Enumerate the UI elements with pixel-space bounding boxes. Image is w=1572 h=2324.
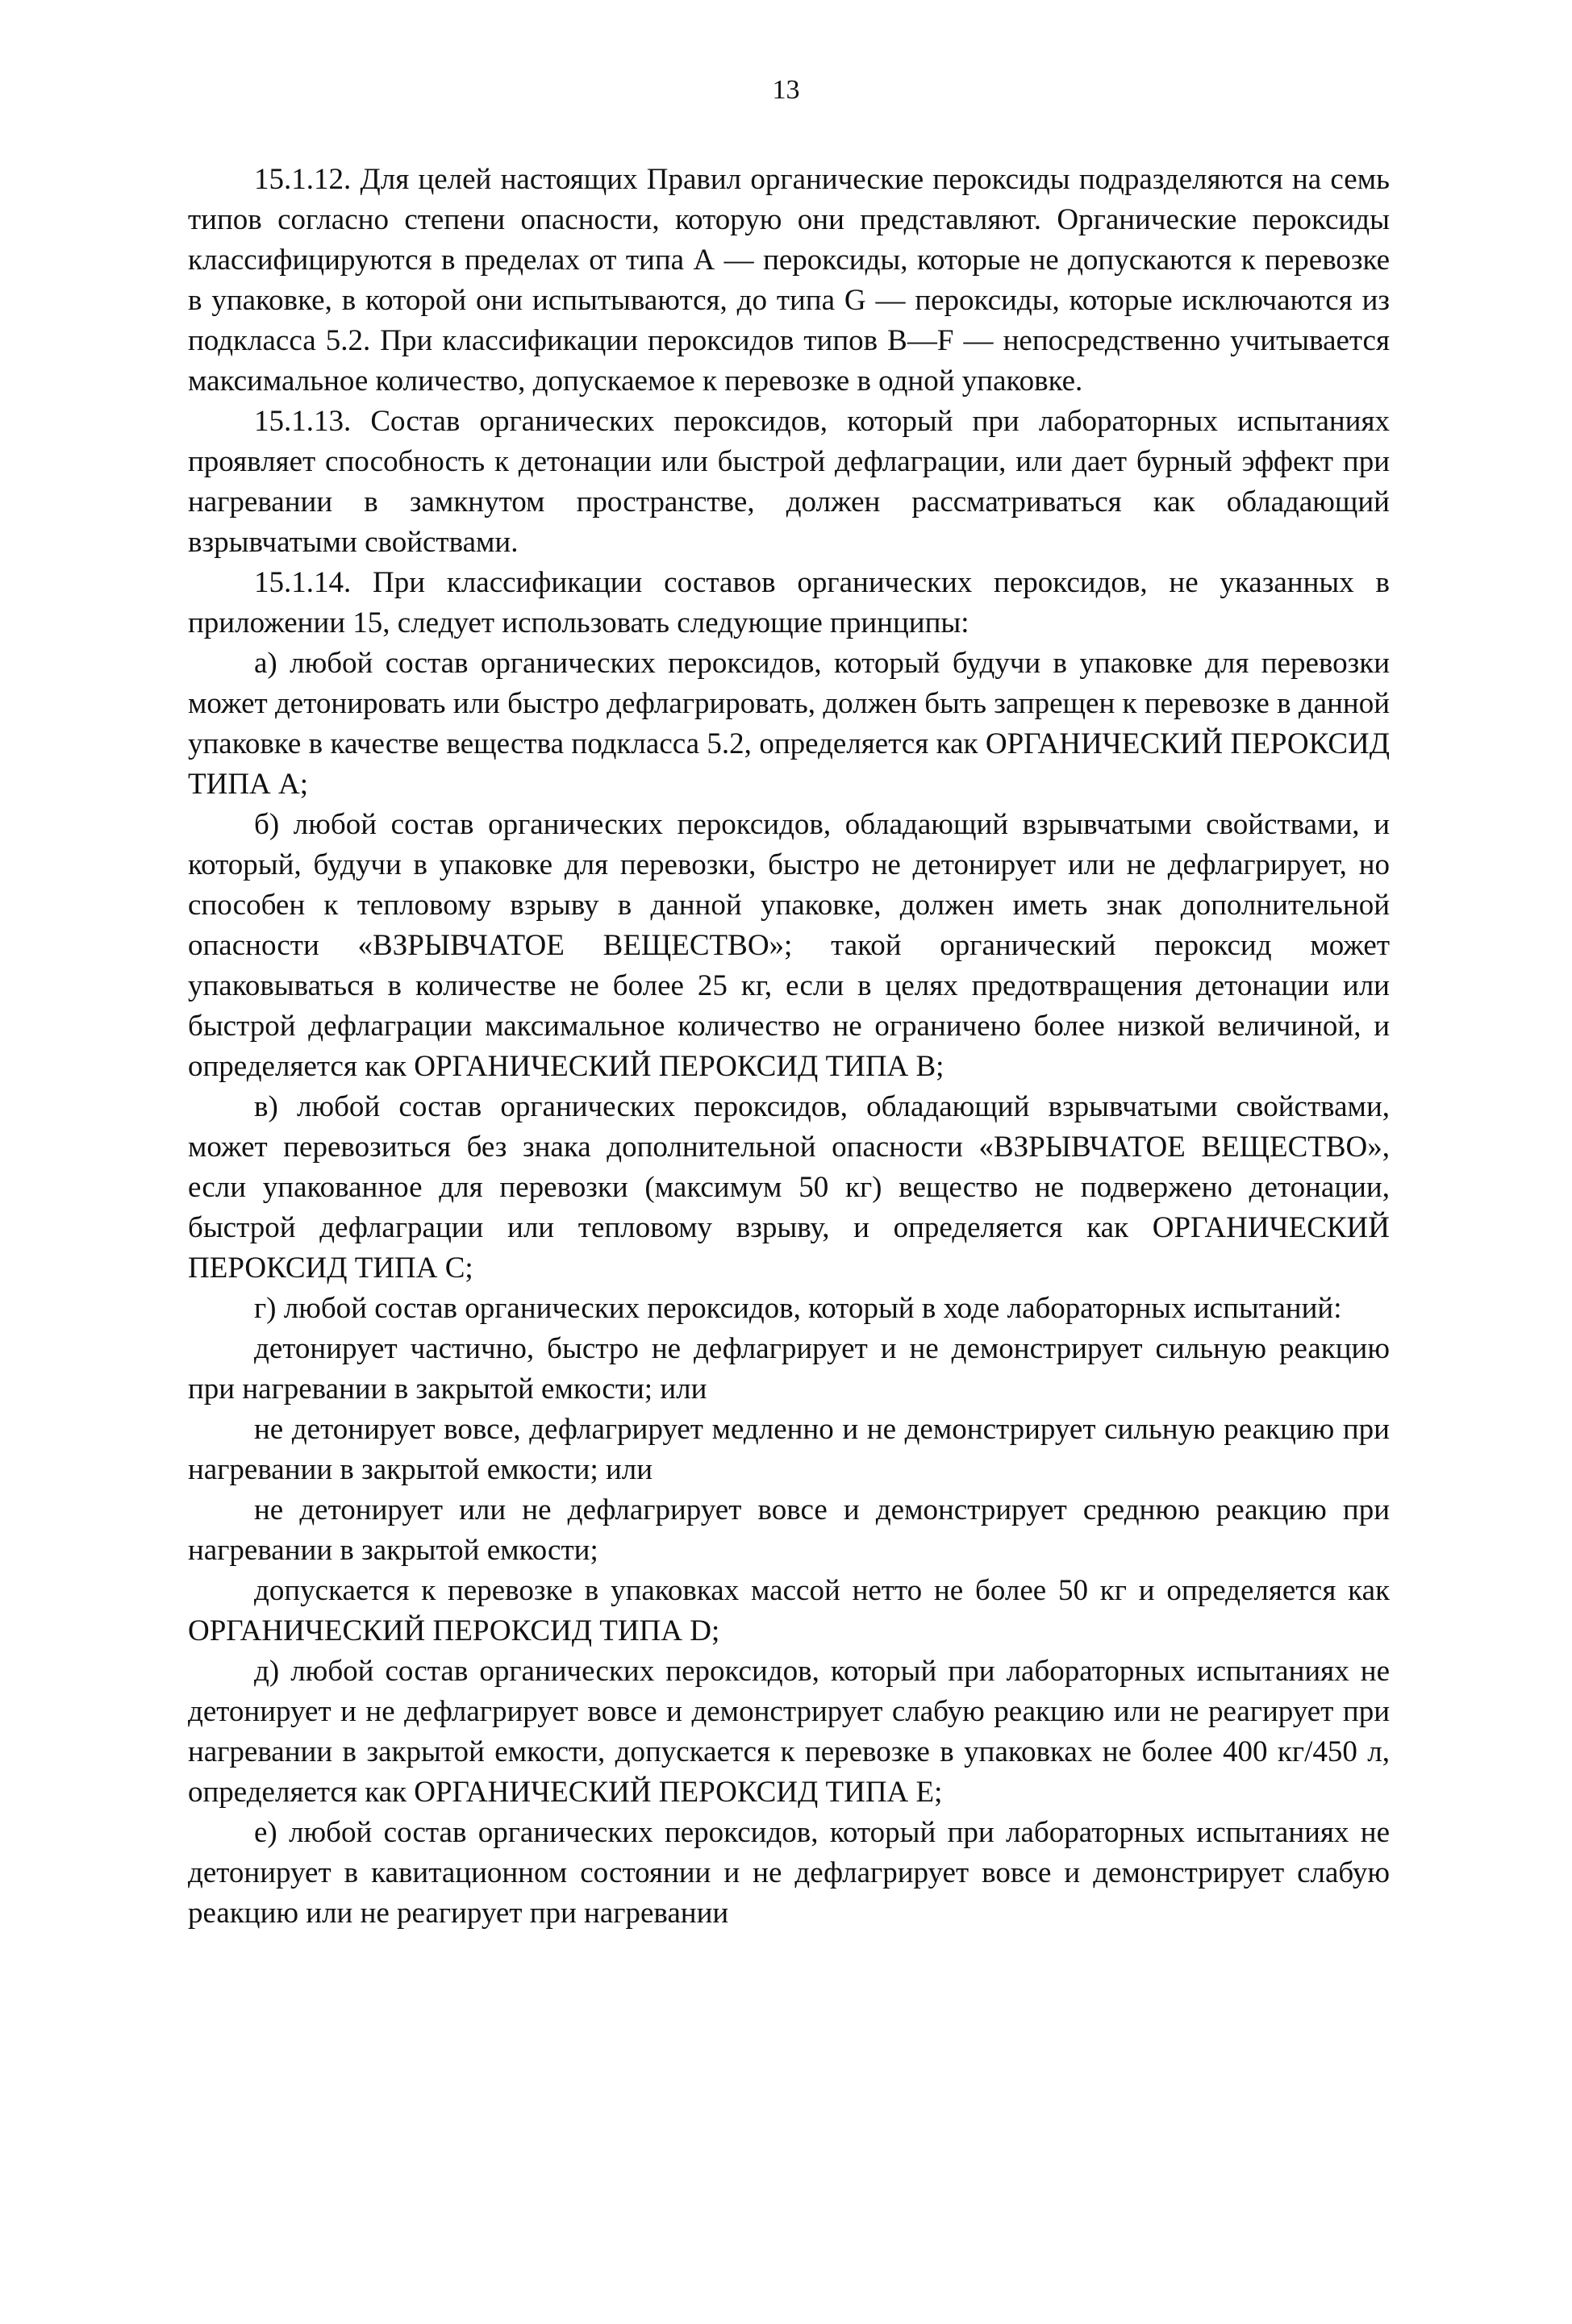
list-item-v: в) любой состав органических пероксидов, обладающий взрывчатыми свойствами, может перевозиться без знака дополнительной опасности «ВЗРЫВЧАТОЕ ВЕЩЕСТВО», если упакованное для перевозки (максимум 50 кг) вещество не подвержено детонации, быстрой дефлаграции или тепловому взрыву, и определяется как ОРГАНИЧЕСКИЙ ПЕРОКСИД ТИПА С; [188,1090,1390,1285]
list-item-b: б) любой состав органических пероксидов, обладающий взрывчатыми свойствами, и который, будучи в упаковке для перевозки, быстро не детонирует или не дефлагрирует, но способен к тепловому взрыву в данной упаковке, должен иметь знак дополнительной опасности «ВЗРЫВЧАТОЕ ВЕЩЕСТВО»; такой органический пероксид может упаковываться в количестве не более 25 кг, если в целях предотвращения детонации или быстрой дефлаграции максимальное количество не ограничено более низкой величиной, и определяется как ОРГАНИЧЕСКИЙ ПЕРОКСИД ТИПА В; [188,808,1390,1083]
document-body [188,160,1390,1934]
sub-item-g-2: не детонирует вовсе, дефлагрирует медленно и не демонстрирует сильную реакцию при нагревании в закрытой емкости; или [188,1413,1390,1486]
list-item-a: а) любой состав органических пероксидов, который будучи в упаковке для перевозки может детонировать или быстро дефлагрировать, должен быть запрещен к перевозке в данной упаковке в качестве вещества подкласса 5.2, определяется как ОРГАНИЧЕСКИЙ ПЕРОКСИД ТИПА А; [188,647,1390,801]
list-item-g: г) любой состав органических пероксидов, который в ходе лабораторных испытаний: [254,1292,1342,1325]
page-number: 13 [772,75,800,105]
list-item-g-conclusion: допускается к перевозке в упаковках массой нетто не более 50 кг и определяется как ОРГАНИЧЕСКИЙ ПЕРОКСИД ТИПА D; [188,1574,1390,1647]
paragraph-15-1-14: 15.1.14. При классификации составов органических пероксидов, не указанных в приложении 15, следует использовать следующие принципы: [188,566,1390,639]
paragraph-15-1-13: 15.1.13. Состав органических пероксидов, который при лабораторных испытаниях проявляет способность к детонации или быстрой дефлаграции, или дает бурный эффект при нагревании в замкнутом пространстве, должен рассматриваться как обладающий взрывчатыми свойствами. [188,405,1390,559]
paragraph-15-1-12: 15.1.12. Для целей настоящих Правил органические пероксиды подразделяются на семь типов согласно степени опасности, которую они представляют. Органические пероксиды классифицируются в пределах от типа А — пероксиды, которые не допускаются к перевозке в упаковке, в которой они испытываются, до типа G — пероксиды, которые исключаются из подкласса 5.2. При классификации пероксидов типов B—F — непосредственно учитывается максимальное количество, допускаемое к перевозке в одной упаковке. [188,163,1390,398]
list-item-d: д) любой состав органических пероксидов, который при лабораторных испытаниях не детонирует и не дефлагрирует вовсе и демонстрирует слабую реакцию или не реагирует при нагревании в закрытой емкости, допускается к перевозке в упаковках не более 400 кг/450 л, определяется как ОРГАНИЧЕСКИЙ ПЕРОКСИД ТИПА Е; [188,1655,1390,1809]
sub-item-g-3: не детонирует или не дефлагрирует вовсе и демонстрирует среднюю реакцию при нагревании в закрытой емкости; [188,1493,1390,1567]
list-item-e: е) любой состав органических пероксидов, который при лабораторных испытаниях не детонирует в кавитационном состоянии и не дефлагрирует вовсе и демонстрирует слабую реакцию или не реагирует при нагревании [188,1816,1390,1930]
sub-item-g-1: детонирует частично, быстро не дефлагрирует и не демонстрирует сильную реакцию при нагревании в закрытой емкости; или [188,1332,1390,1406]
